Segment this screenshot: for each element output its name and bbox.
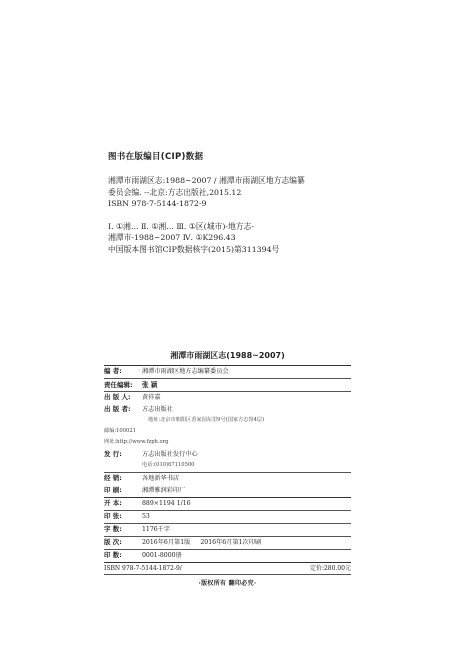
publication-info	[104, 350, 351, 587]
format-value: 889×1194 1/16	[142, 500, 191, 507]
sales-value: 各地新华书店	[142, 475, 180, 482]
cip-line: 湘潭市雨湖区志:1988~2007 / 湘潭市雨湖区地方志编纂	[108, 176, 305, 185]
sheets-value: 53	[142, 513, 150, 520]
edition-value: 2016年6月第1版	[142, 539, 191, 546]
postcode: 邮编:100021	[104, 428, 136, 434]
words-value: 1176千字	[142, 526, 171, 533]
isbn-price-row	[104, 563, 351, 574]
distribution-label: 发 行:	[104, 450, 122, 458]
distribution-value: 方志出版社发行中心	[142, 451, 198, 458]
printing-value: 2016年6月第1次印刷	[200, 539, 262, 546]
rights-notice: ·版权所有 翻印必究·	[198, 580, 257, 587]
format-label: 开 本:	[104, 499, 122, 507]
price: 定价:280.00元	[309, 565, 351, 572]
words-label: 字 数:	[104, 525, 122, 533]
book-title: 湘潭市雨湖区志(1988~2007)	[170, 351, 285, 360]
cip-line: ISBN 978-7-5144-1872-9	[108, 199, 207, 208]
address: 地址:北京市朝阳区香家园东里9号(国家方志馆4层)	[148, 417, 265, 423]
cip-line: 委员会编. --北京:方志出版社,2015.12	[108, 187, 242, 197]
copies-label: 印 数:	[104, 551, 122, 559]
cip-line: Ⅰ. ①湘… Ⅱ. ①湘… Ⅲ. ①区(城市)-地方志-	[108, 221, 255, 231]
sheets-label: 印 张:	[104, 512, 122, 520]
rule	[104, 574, 351, 575]
editor-row	[104, 366, 351, 378]
format-row	[104, 498, 351, 510]
sales-label: 经 销:	[104, 474, 122, 482]
print-label: 印 刷:	[104, 486, 122, 494]
website: 网址:http://www.fzph.org	[104, 439, 169, 445]
print-row	[104, 485, 351, 497]
publisher-person-value: 黄祥嘉	[142, 394, 161, 401]
resp-editor-label: 责任编辑:	[104, 381, 133, 389]
edition-label: 版 次:	[104, 538, 122, 546]
editor-label: 编 者:	[104, 367, 122, 375]
cip-title: 图书在版编目(CIP)数据	[108, 152, 204, 162]
copies-value: 0001-8000册	[142, 552, 182, 559]
words-row	[104, 524, 351, 536]
resp-editor-row	[104, 379, 351, 391]
publisher-person-row	[104, 392, 351, 404]
cip-line: 中国版本图书馆CIP数据核字(2015)第311394号	[108, 244, 280, 254]
resp-editor-value: 张 颖	[142, 381, 158, 389]
sales-row	[104, 473, 351, 485]
publisher-value: 方志出版社	[142, 406, 173, 413]
copies-row	[104, 550, 351, 562]
editor-value: 湘潭市雨湖区地方志编纂委员会	[142, 368, 229, 375]
print-value: 湘潭雅润彩印厂	[142, 487, 186, 494]
phone: 电话:(010)67110500	[142, 462, 195, 468]
isbn: ISBN 978-7-5144-1872-9/	[104, 565, 182, 572]
edition-row	[104, 537, 351, 549]
cip-block	[108, 150, 418, 255]
publisher-person-label: 出 版 人:	[104, 393, 131, 401]
sheets-row	[104, 511, 351, 523]
distribution-row	[104, 449, 351, 461]
publisher-row	[104, 404, 351, 416]
cip-line: 湘潭市-1988~2007 Ⅳ. ①K296.43	[108, 233, 236, 242]
publisher-label: 出 版 者:	[104, 405, 131, 413]
